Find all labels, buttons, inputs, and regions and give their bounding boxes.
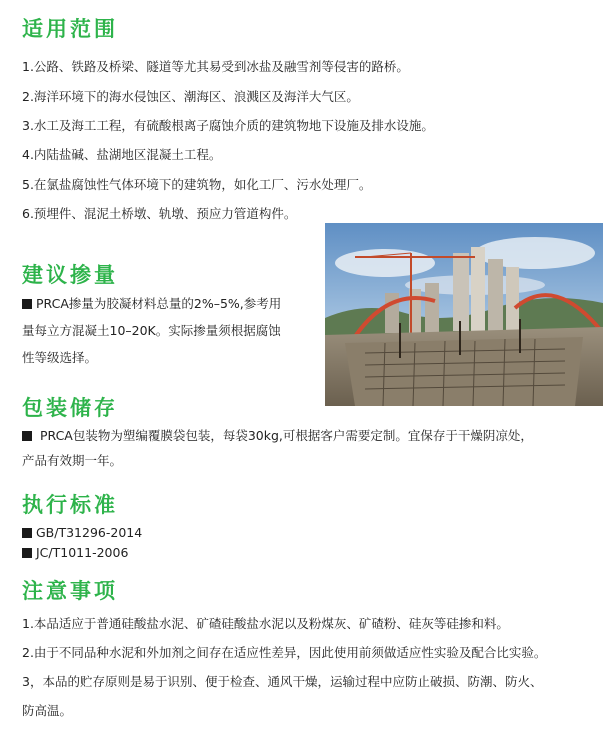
- packaging-line-2: 产品有效期一年。: [22, 453, 123, 468]
- standard-text-2: JC/T1011-2006: [36, 545, 129, 560]
- bullet-square-icon: [22, 548, 32, 558]
- note-line-4: 防高温。: [22, 703, 73, 718]
- scope-item-5: 5.在氯盐腐蚀性气体环境下的建筑物，如化工厂、污水处理厂。: [22, 177, 372, 192]
- section-title-dosage: 建议掺量: [22, 263, 118, 287]
- packaging-text-1: PRCA包装物为塑编覆膜袋包装，每袋30kg,可根据客户需要定制。宜保存于干燥阴凉处，: [36, 428, 533, 443]
- note-line-2: 2.由于不同品种水泥和外加剂之间存在适应性差异，因此使用前须做适应性实验及配合比实验。: [22, 645, 547, 660]
- dosage-text-1: PRCA掺量为胶凝材料总量的2%–5%,参考用: [36, 296, 282, 311]
- standard-item-2: [22, 544, 128, 562]
- note-line-3: 3，本品的贮存原则是易于识别、便于检查、通风干燥，运输过程中应防止破损、防潮、防火、: [22, 674, 543, 689]
- section-title-packaging: 包装储存: [22, 396, 118, 420]
- scope-item-1: 1.公路、铁路及桥梁、隧道等尤其易受到冰盐及融雪剂等侵害的路桥。: [22, 59, 409, 74]
- section-title-notes: 注意事项: [22, 579, 118, 603]
- scope-item-4: 4.内陆盐碱、盐湖地区混凝土工程。: [22, 147, 222, 162]
- bullet-square-icon: [22, 431, 32, 441]
- standard-text-1: GB/T31296-2014: [36, 525, 143, 540]
- dosage-line-2: 量每立方混凝土10–20K。实际掺量须根据腐蚀: [22, 323, 281, 338]
- scope-item-6: 6.预埋件、混泥土桥墩、轨墩、预应力管道构件。: [22, 206, 297, 221]
- bullet-square-icon: [22, 528, 32, 538]
- dosage-line-1: [22, 295, 281, 313]
- packaging-line-1: [22, 427, 533, 445]
- section-title-standards: 执行标准: [22, 493, 118, 517]
- note-line-1: 1.本品适应于普通硅酸盐水泥、矿碴硅酸盐水泥以及粉煤灰、矿碴粉、硅灰等硅掺和料。: [22, 616, 509, 631]
- standard-item-1: [22, 524, 142, 542]
- scope-item-2: 2.海洋环境下的海水侵蚀区、潮海区、浪溅区及海洋大气区。: [22, 89, 359, 104]
- scope-item-3: 3.水工及海工工程，有硫酸根离子腐蚀介质的建筑物地下设施及排水设施。: [22, 118, 434, 133]
- bullet-square-icon: [22, 299, 32, 309]
- section-title-scope: 适用范围: [22, 17, 118, 41]
- dosage-line-3: 性等级选择。: [22, 350, 98, 365]
- construction-site-photo: [325, 223, 603, 406]
